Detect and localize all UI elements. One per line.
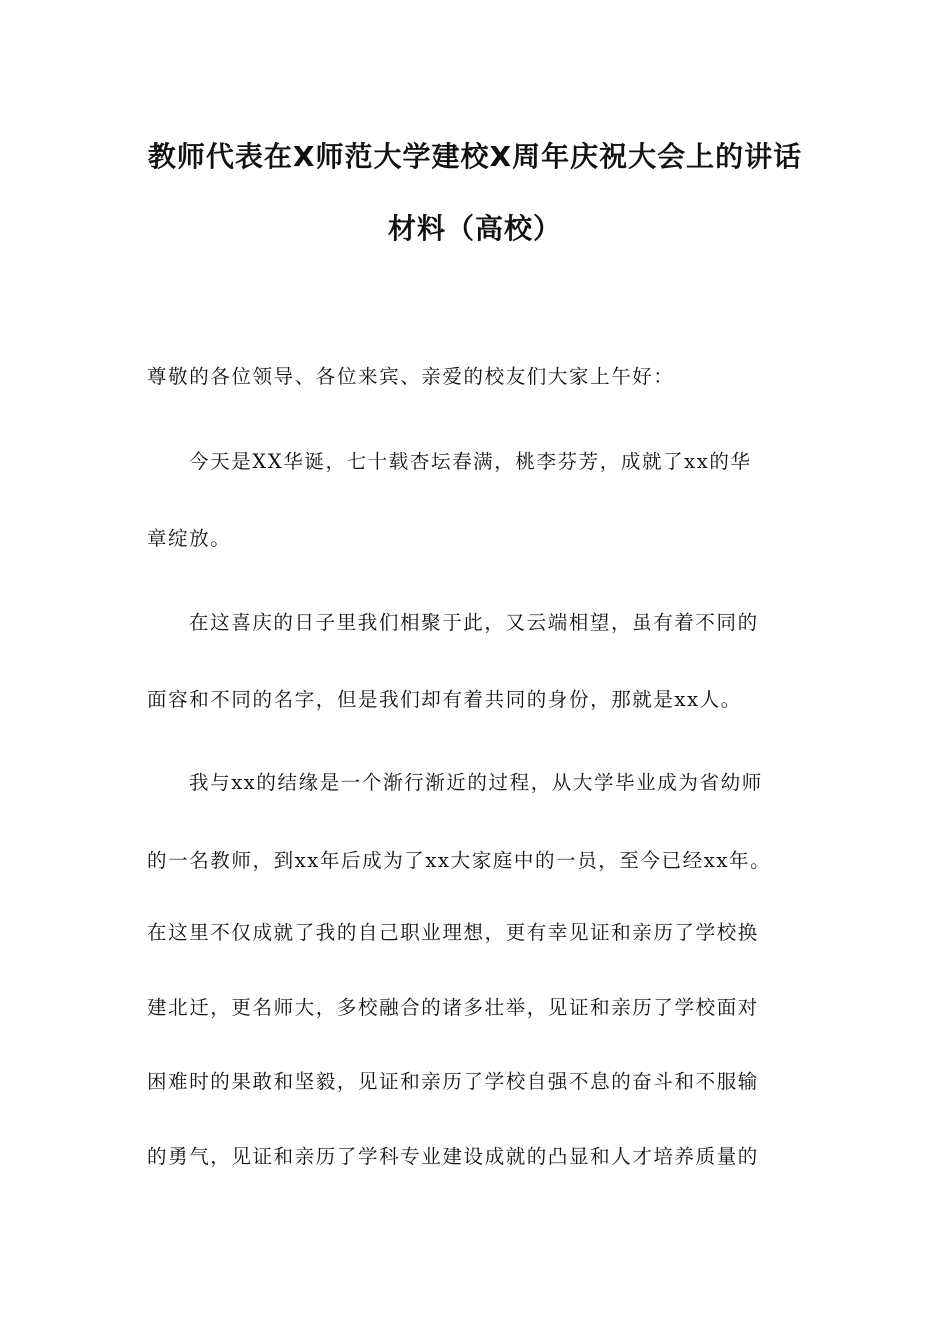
- paragraph-3-line-6: 的勇气，见证和亲历了学科专业建设成就的凸显和人才培养质量的: [147, 1145, 759, 1168]
- document-title-line-1: 教师代表在X师范大学建校X周年庆祝大会上的讲话: [147, 140, 803, 173]
- document-title-line-2: 材料（高校）: [387, 212, 562, 245]
- paragraph-3-line-2: 的一名教师，到xx年后成为了xx大家庭中的一员，至今已经xx年。: [147, 849, 772, 872]
- paragraph-3-line-3: 在这里不仅成就了我的自己职业理想，更有幸见证和亲历了学校换: [147, 921, 759, 944]
- paragraph-1-line-2: 章绽放。: [147, 527, 232, 550]
- paragraph-3-line-4: 建北迁，更名师大，多校融合的诸多壮举，见证和亲历了学校面对: [147, 996, 759, 1019]
- paragraph-2-line-1: 在这喜庆的日子里我们相聚于此，又云端相望，虽有着不同的: [189, 611, 759, 634]
- paragraph-3-line-5: 困难时的果敢和坚毅，见证和亲历了学校自强不息的奋斗和不服输: [147, 1070, 759, 1093]
- paragraph-1-line-1: 今天是XX华诞，七十载杏坛春满，桃李芬芳，成就了xx的华: [189, 450, 752, 473]
- salutation: 尊敬的各位领导、各位来宾、亲爱的校友们大家上午好：: [147, 365, 675, 388]
- paragraph-2-line-2: 面容和不同的名字，但是我们却有着共同的身份，那就是xx人。: [147, 688, 742, 711]
- paragraph-3-line-1: 我与xx的结缘是一个渐行渐近的过程，从大学毕业成为省幼师: [189, 771, 763, 794]
